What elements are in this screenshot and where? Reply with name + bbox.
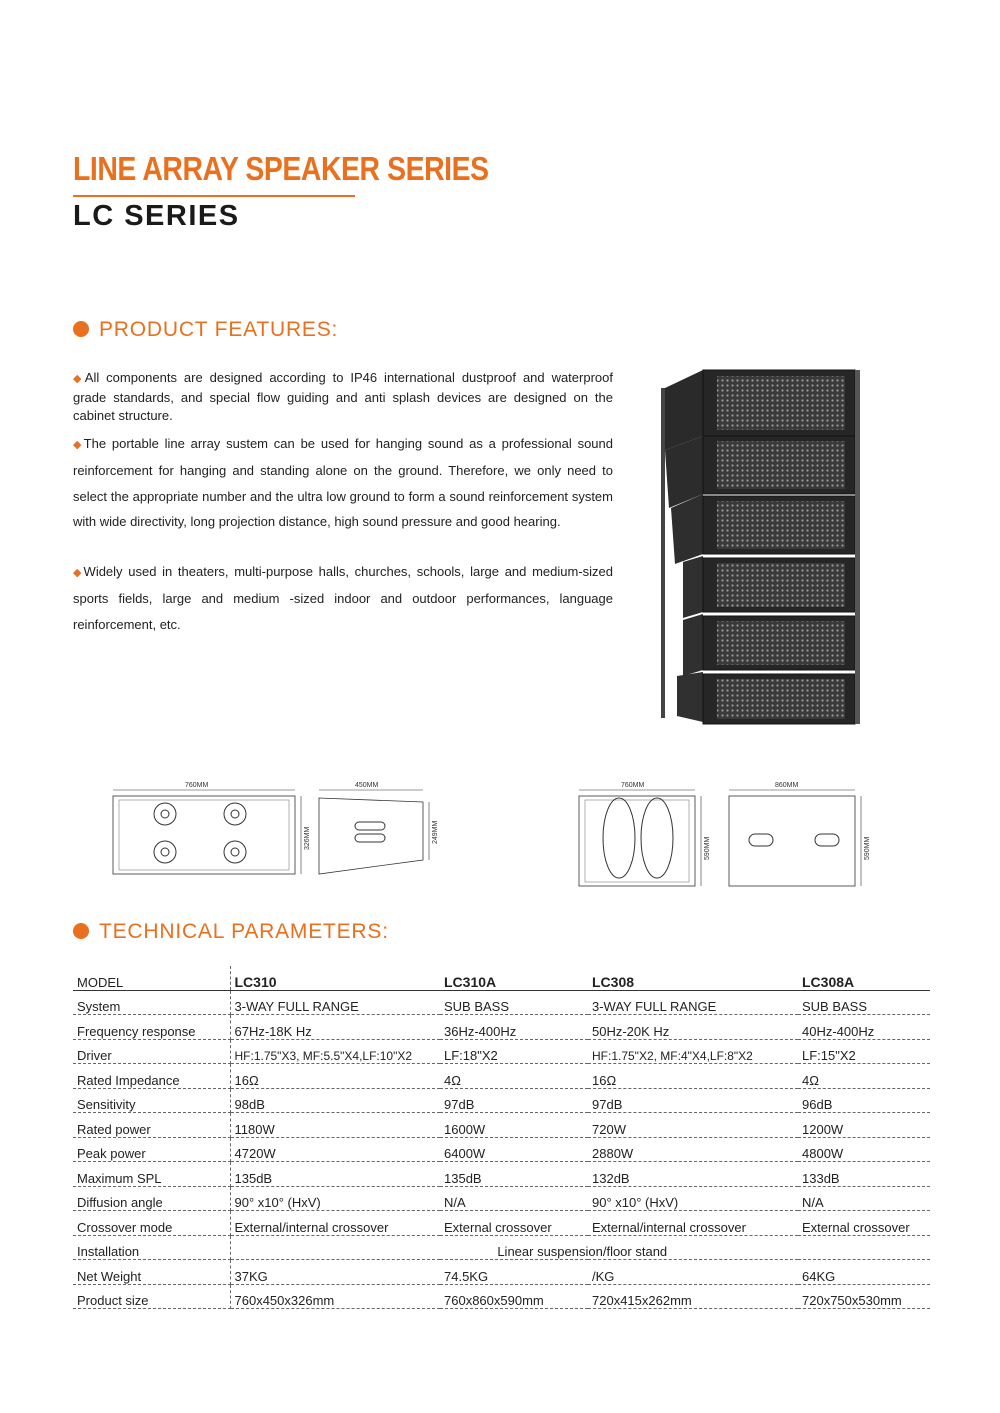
cell: 133dB <box>798 1162 930 1187</box>
cell: 90° x10° (HxV) <box>588 1186 798 1211</box>
feature-item-1 <box>73 369 613 426</box>
cell: 64KG <box>798 1260 930 1285</box>
technical-heading <box>73 920 389 944</box>
cell: SUB BASS <box>440 990 588 1015</box>
cell: 760x450x326mm <box>230 1284 440 1309</box>
table-row <box>73 1039 930 1064</box>
cell: 40Hz-400Hz <box>798 1015 930 1040</box>
cell: 96dB <box>798 1088 930 1113</box>
cell: 37KG <box>230 1260 440 1285</box>
cell: /KG <box>588 1260 798 1285</box>
series-title: LINE ARRAY SPEAKER SERIES <box>73 150 489 187</box>
cell: External/internal crossover <box>230 1211 440 1236</box>
cell: LF:18"X2 <box>440 1039 588 1064</box>
cell: 4Ω <box>440 1064 588 1089</box>
installation-cell: Linear suspension/floor stand <box>230 1235 930 1260</box>
cell: External crossover <box>440 1211 588 1236</box>
feature-item-3 <box>73 559 613 637</box>
row-label: Driver <box>73 1039 230 1064</box>
table-row <box>73 1064 930 1089</box>
cell: 720x750x530mm <box>798 1284 930 1309</box>
table-row <box>73 1284 930 1309</box>
table-row <box>73 1260 930 1285</box>
cabinet-5 <box>683 614 855 676</box>
cell: 67Hz-18K Hz <box>230 1015 440 1040</box>
cell: 97dB <box>588 1088 798 1113</box>
model-lc310a: LC310A <box>440 966 588 990</box>
model-lc308: LC308 <box>588 966 798 990</box>
cell: 16Ω <box>588 1064 798 1089</box>
dim-depth-2: 860MM <box>775 782 799 789</box>
row-label: Diffusion angle <box>73 1186 230 1211</box>
dim-width-2: 760MM <box>621 782 645 789</box>
model-label: MODEL <box>73 966 230 990</box>
table-row <box>73 990 930 1015</box>
model-lc308a: LC308A <box>798 966 930 990</box>
table-row <box>73 1186 930 1211</box>
cell: 36Hz-400Hz <box>440 1015 588 1040</box>
diamond-bullet-icon: ◆ <box>73 439 84 451</box>
diamond-bullet-icon: ◆ <box>73 567 84 579</box>
table-header-row <box>73 966 930 990</box>
row-label: Maximum SPL <box>73 1162 230 1187</box>
dim-height-2: 590MM <box>704 836 711 860</box>
row-label: Rated Impedance <box>73 1064 230 1089</box>
orange-dot-icon <box>73 321 89 337</box>
cell: 135dB <box>230 1162 440 1187</box>
table-row <box>73 1137 930 1162</box>
row-label: Peak power <box>73 1137 230 1162</box>
cell: LF:15"X2 <box>798 1039 930 1064</box>
feature-text-1: All components are designed according to IP46 international dustproof and waterproof grade standards, and special flow guiding and anti splash devices are designed on the cabinet structure. <box>73 370 613 423</box>
cabinet-4 <box>683 556 855 618</box>
technical-parameters-table <box>73 966 930 1309</box>
lc310a-drawing <box>575 778 875 890</box>
cell: 3-WAY FULL RANGE <box>230 990 440 1015</box>
cell: 2880W <box>588 1137 798 1162</box>
dim-height-1: 326MM <box>304 826 311 850</box>
cell: 132dB <box>588 1162 798 1187</box>
dim-height-side-1: 249MM <box>432 820 439 844</box>
features-heading <box>73 318 338 342</box>
cell: 760x860x590mm <box>440 1284 588 1309</box>
cell: 720W <box>588 1113 798 1138</box>
cell: 90° x10° (HxV) <box>230 1186 440 1211</box>
table-row <box>73 1162 930 1187</box>
row-label: Product size <box>73 1284 230 1309</box>
feature-text-3: Widely used in theaters, multi-purpose halls, churches, schools, large and medium-sized sports fields, large and medium -sized indoor and outdoor performances, language reinforcement, etc. <box>73 564 613 632</box>
model-lc310: LC310 <box>230 966 440 990</box>
cell: 50Hz-20K Hz <box>588 1015 798 1040</box>
dim-depth-1: 450MM <box>355 782 379 789</box>
dim-height-side-2: 590MM <box>864 836 871 860</box>
series-subtitle: LC SERIES <box>73 200 240 232</box>
row-label: Sensitivity <box>73 1088 230 1113</box>
row-label: System <box>73 990 230 1015</box>
lc310-drawing <box>105 778 445 878</box>
feature-text-2: The portable line array sustem can be used for hanging sound as a professional sound reinforcement for hanging and standing alone on the ground. Therefore, we only need to select the appropriate number and the ultra low ground to form a sound reinforcement system with wide directivity, long projection distance, high sound pressure and good hearing. <box>73 436 613 530</box>
diamond-bullet-icon: ◆ <box>73 373 85 385</box>
cell: 1200W <box>798 1113 930 1138</box>
cell: N/A <box>798 1186 930 1211</box>
cell: 97dB <box>440 1088 588 1113</box>
cell: 74.5KG <box>440 1260 588 1285</box>
cell: 1600W <box>440 1113 588 1138</box>
row-label: Installation <box>73 1235 230 1260</box>
cell: 98dB <box>230 1088 440 1113</box>
feature-item-2 <box>73 431 613 535</box>
table-row <box>73 1235 930 1260</box>
cell: 4720W <box>230 1137 440 1162</box>
cabinet-3 <box>671 494 855 564</box>
cell: 4800W <box>798 1137 930 1162</box>
features-heading-text: PRODUCT FEATURES: <box>99 318 339 341</box>
cell: 4Ω <box>798 1064 930 1089</box>
cell: 6400W <box>440 1137 588 1162</box>
orange-dot-icon <box>73 923 89 939</box>
cell: HF:1.75"X2, MF:4"X4,LF:8"X2 <box>588 1039 798 1064</box>
row-label: Rated power <box>73 1113 230 1138</box>
cell: 16Ω <box>230 1064 440 1089</box>
cell: HF:1.75"X3, MF:5.5"X4,LF:10"X2 <box>230 1039 440 1064</box>
cell: SUB BASS <box>798 990 930 1015</box>
table-row <box>73 1015 930 1040</box>
cabinet-6 <box>677 672 855 724</box>
cell: 720x415x262mm <box>588 1284 798 1309</box>
row-label: Net Weight <box>73 1260 230 1285</box>
cell: 1180W <box>230 1113 440 1138</box>
cell: N/A <box>440 1186 588 1211</box>
dim-width-1: 760MM <box>185 782 209 789</box>
cell: 135dB <box>440 1162 588 1187</box>
row-label: Crossover mode <box>73 1211 230 1236</box>
table-row <box>73 1211 930 1236</box>
cell: 3-WAY FULL RANGE <box>588 990 798 1015</box>
cell: External/internal crossover <box>588 1211 798 1236</box>
technical-heading-text: TECHNICAL PARAMETERS: <box>99 920 389 943</box>
row-label: Frequency response <box>73 1015 230 1040</box>
title-underline <box>73 195 355 197</box>
table-row <box>73 1088 930 1113</box>
table-row <box>73 1113 930 1138</box>
cell: External crossover <box>798 1211 930 1236</box>
line-array-stack-image <box>655 358 865 730</box>
